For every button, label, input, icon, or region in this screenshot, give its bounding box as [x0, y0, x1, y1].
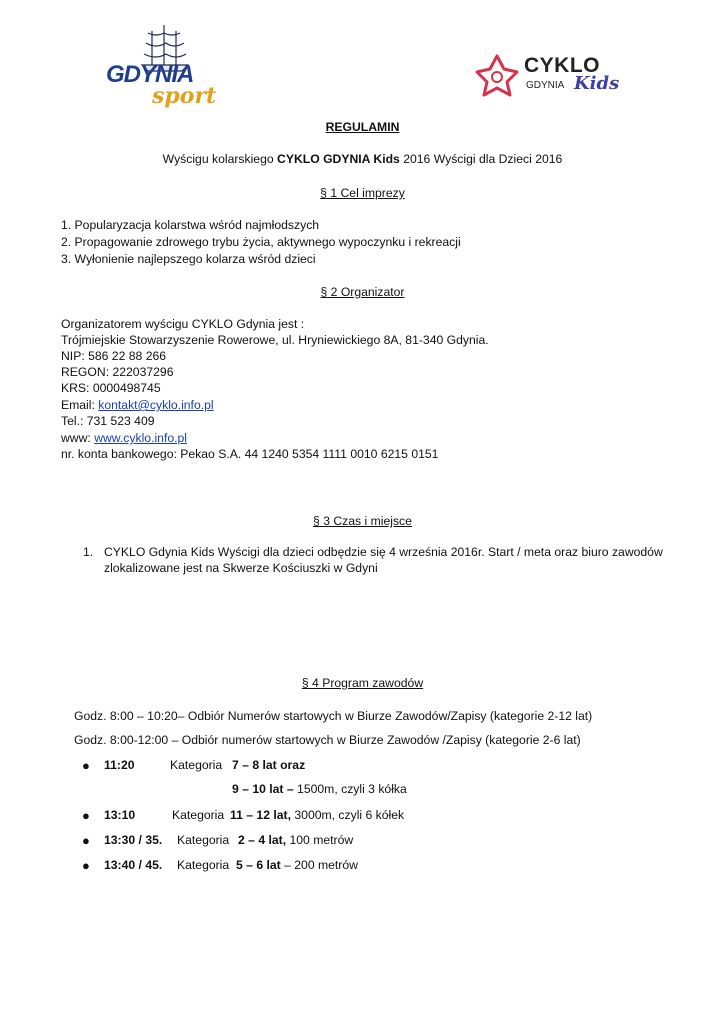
race-category-label: Kategoria	[177, 858, 230, 872]
race-age: 5 – 6 lat	[236, 858, 281, 872]
sport-wordmark: sport	[152, 83, 217, 109]
organizer-email-line	[61, 398, 214, 412]
section-4-heading: § 4 Program zawodów	[301, 676, 424, 690]
bullet-icon: ●	[82, 833, 90, 848]
organizer-krs: KRS: 0000498745	[61, 381, 161, 395]
email-link[interactable]: kontakt@cyklo.info.pl	[98, 398, 214, 412]
document-title: REGULAMIN	[325, 120, 400, 134]
race-distance: 1500m, czyli 3 kółka	[293, 782, 407, 796]
race-distance: 100 metrów	[286, 833, 354, 847]
s1-item-2: 2. Propagowanie zdrowego trybu życia, aktywnego wypoczynku i rekreacji	[61, 235, 461, 249]
email-label: Email:	[61, 398, 99, 412]
race-category-label: Kategoria	[177, 833, 230, 847]
schedule-pickup-2: Godz. 8:00-12:00 – Odbiór numerów startowych w Biurze Zawodów /Zapisy (kategorie 2-6 lat)	[74, 733, 581, 747]
subtitle-bold: CYKLO GDYNIA Kids	[277, 152, 400, 166]
organizer-bank-account: nr. konta bankowego: Pekao S.A. 44 1240 5354 1111 0010 6215 0151	[61, 447, 439, 461]
race-distance: 3000m, czyli 6 kółek	[291, 808, 405, 822]
organizer-tel: Tel.: 731 523 409	[61, 414, 155, 428]
cyklo-star-icon	[474, 52, 520, 98]
bullet-icon: ●	[82, 858, 90, 873]
race-time: 11:20	[104, 758, 135, 772]
organizer-nip: NIP: 586 22 88 266	[61, 349, 167, 363]
schedule-pickup-1: Godz. 8:00 – 10:20– Odbiór Numerów startowych w Biurze Zawodów/Zapisy (kategorie 2-12 lat)	[74, 709, 593, 723]
document-subtitle	[0, 152, 725, 166]
race-category-label: Kategoria	[172, 808, 225, 822]
race-category-detail	[232, 758, 305, 772]
race-category-detail	[232, 782, 407, 796]
race-category-label: Kategoria	[170, 758, 223, 772]
subtitle-pre: Wyścigu kolarskiego	[162, 152, 278, 166]
race-time: 13:10	[104, 808, 136, 822]
section-3-heading: § 3 Czas i miejsce	[313, 514, 412, 528]
race-age: 7 – 8 lat oraz	[232, 758, 306, 772]
s1-item-1: 1. Popularyzacja kolarstwa wśród najmłodszych	[61, 218, 320, 232]
race-time: 13:30 / 35.	[104, 833, 163, 847]
organizer-intro: Organizatorem wyścigu CYKLO Gdynia jest :	[61, 317, 305, 331]
organizer-www-line	[61, 431, 187, 445]
gdynia-small-wordmark: GDYNIA	[526, 80, 565, 91]
race-age: 2 – 4 lat,	[238, 833, 287, 847]
subtitle-post: 2016 Wyścigi dla Dzieci 2016	[399, 152, 563, 166]
section-2-heading: § 2 Organizator	[320, 285, 405, 299]
organizer-regon: REGON: 222037296	[61, 365, 174, 379]
s3-item-number: 1.	[83, 545, 94, 559]
s3-item-line-2: zlokalizowane jest na Skwerze Kościuszki w Gdyni	[104, 561, 378, 575]
race-category-detail	[238, 833, 353, 847]
race-time: 13:40 / 45.	[104, 858, 163, 872]
race-distance: – 200 metrów	[280, 858, 358, 872]
cyklo-gdynia-kids-logo	[472, 50, 620, 100]
s3-item-line-1: CYKLO Gdynia Kids Wyścigi dla dzieci odbędzie się 4 września 2016r. Start / meta oraz biuro zawodów	[104, 545, 663, 559]
bullet-icon: ●	[82, 808, 90, 823]
bullet-icon: ●	[82, 758, 90, 773]
race-category-detail	[236, 858, 358, 872]
www-label: www:	[61, 431, 95, 445]
organizer-name-address: Trójmiejskie Stowarzyszenie Rowerowe, ul. Hryniewickiego 8A, 81-340 Gdynia.	[61, 333, 489, 347]
cyklo-wordmark: CYKLO	[524, 54, 600, 77]
gdynia-wordmark: GDYNIA	[106, 61, 194, 88]
section-1-heading: § 1 Cel imprezy	[320, 186, 405, 200]
gdynia-sport-logo	[104, 17, 217, 117]
race-age: 11 – 12 lat,	[230, 808, 291, 822]
race-category-detail	[230, 808, 404, 822]
s1-item-3: 3. Wyłonienie najlepszego kolarza wśród dzieci	[61, 252, 316, 266]
www-link[interactable]: www.cyklo.info.pl	[94, 431, 187, 445]
kids-wordmark: Kids	[574, 73, 620, 94]
race-age: 9 – 10 lat –	[232, 782, 294, 796]
